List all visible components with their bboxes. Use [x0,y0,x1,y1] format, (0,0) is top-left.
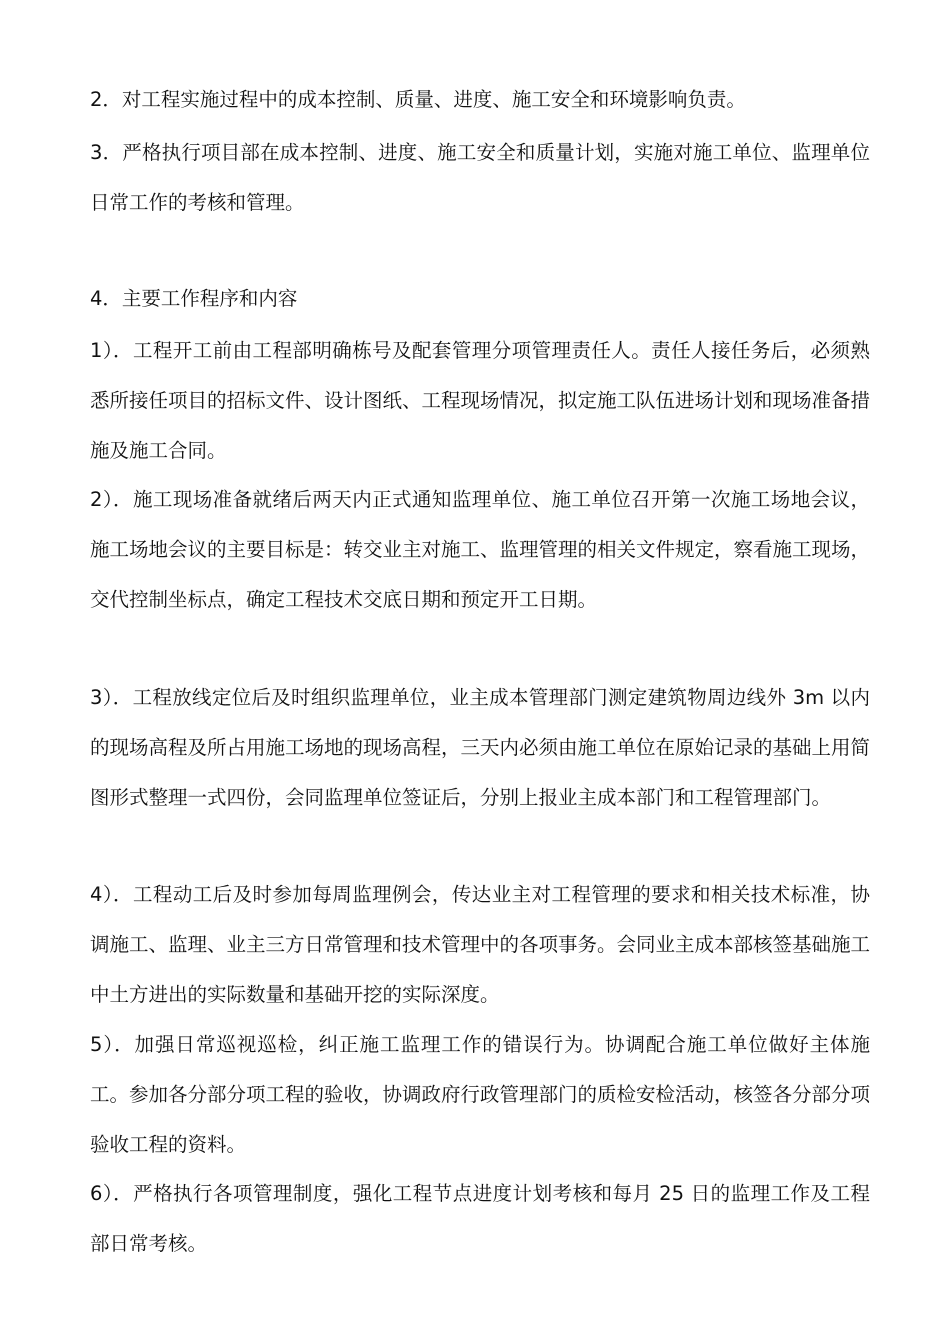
paragraph-step-6: 6）．严格执行各项管理制度，强化工程节点进度计划考核和每月 25 日的监理工作及工程部日常考核。 [90,1182,870,1255]
paragraph-step-1: 1）．工程开工前由工程部明确栋号及配套管理分项管理责任人。责任人接任务后，必须熟悉所接任项目的招标文件、设计图纸、工程现场情况，拟定施工队伍进场计划和现场准备措施及施工合同。 [90,339,871,462]
paragraph-step-3: 3）．工程放线定位后及时组织监理单位，业主成本管理部门测定建筑物周边线外 3m 以内的现场高程及所占用施工场地的现场高程，三天内必须由施工单位在原始记录的基础上用简图形式整理一式四份，会同监理单位签证后，分别上报业主成本部门和工程管理部门。 [90,686,871,809]
section-heading-4: 4．主要工作程序和内容 [90,287,298,310]
paragraph-step-2: 2）．施工现场准备就绪后两天内正式通知监理单位、施工单位召开第一次施工场地会议，施工场地会议的主要目标是：转交业主对施工、监理管理的相关文件规定，察看施工现场，交代控制坐标点，确定工程技术交底日期和预定开工日期。 [90,488,871,611]
paragraph-step-4: 4）．工程动工后及时参加每周监理例会，传达业主对工程管理的要求和相关技术标准，协调施工、监理、业主三方日常管理和技术管理中的各项事务。会同业主成本部核签基础施工中土方进出的实际数量和基础开挖的实际深度。 [90,883,871,1006]
paragraph-step-5: 5）．加强日常巡视巡检，纠正施工监理工作的错误行为。协调配合施工单位做好主体施工。参加各分部分项工程的验收，协调政府行政管理部门的质检安检活动，核签各分部分项验收工程的资料。 [90,1033,871,1156]
paragraph-item-2: 2．对工程实施过程中的成本控制、质量、进度、施工安全和环境影响负责。 [90,88,746,111]
paragraph-item-3: 3．严格执行项目部在成本控制、进度、施工安全和质量计划，实施对施工单位、监理单位日常工作的考核和管理。 [90,141,870,214]
